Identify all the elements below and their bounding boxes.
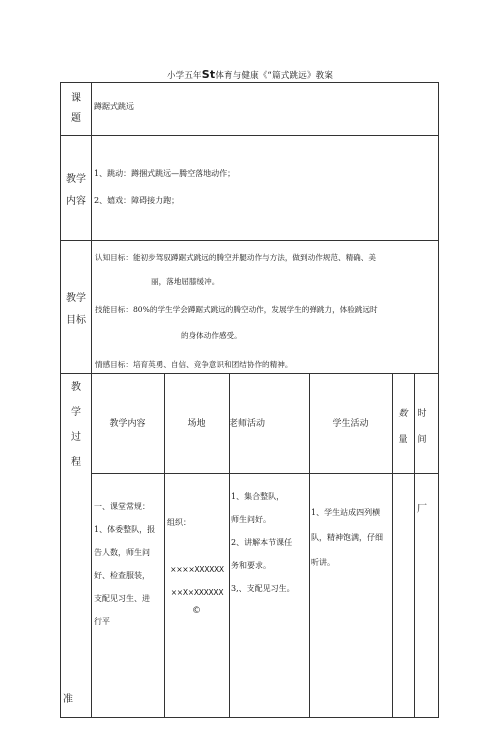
row-divider <box>61 135 438 136</box>
header-time-line2: 间 <box>417 435 427 445</box>
goals-label-line1: 教学 <box>66 293 86 304</box>
routine-line: 一、课堂常规： <box>94 502 150 511</box>
formation-line-1: ××××XXXXXX <box>170 565 224 574</box>
row-divider <box>61 240 438 241</box>
content-label-line1: 教学 <box>66 174 86 185</box>
routine-content <box>94 495 155 633</box>
student-activity <box>311 500 383 575</box>
title-grade: St <box>201 68 216 81</box>
skill-goal-cont: 的身体动作感受。 <box>181 331 242 340</box>
process-label <box>61 375 91 475</box>
header-content: 教学内容 <box>109 419 146 429</box>
student-line: 1、学生站成四列横 <box>311 508 381 517</box>
lesson-plan-table <box>60 82 439 718</box>
content-line-1: 1、跳动：蹲捆式跳远—腾空落地动作； <box>94 169 236 178</box>
process-char: 学 <box>71 407 81 418</box>
teacher-line: 3,、支配见习生。 <box>231 584 295 593</box>
emotion-goal: 情感目标：培育英勇、自信、竞争意识和团结协作的精神。 <box>95 360 293 369</box>
keti-label-line2: 题 <box>71 113 81 124</box>
goals-label-line2: 目标 <box>66 315 86 326</box>
row-divider <box>61 373 438 374</box>
process-char: 程 <box>71 457 81 468</box>
routine-line: 支配见习生、进 <box>94 594 150 603</box>
routine-line: 1、体委整队，报 <box>94 525 156 534</box>
process-char: 教 <box>71 382 81 393</box>
section-char: 准 <box>63 694 73 705</box>
teacher-line: 师生问好。 <box>231 515 271 524</box>
row-divider <box>91 473 438 474</box>
skill-goal: 技能目标：80%的学生学会蹲踞式跳远的腾空动作，发展学生的弹跳力，体验跳远时 <box>95 305 378 314</box>
cognitive-goal-cont: 丽，落地屈膝缓冲。 <box>151 277 220 286</box>
teacher-activity <box>231 485 295 600</box>
routine-line: 行平 <box>94 617 110 626</box>
keti-value: 蹲踞式跳远 <box>94 102 134 111</box>
header-student: 学生活动 <box>332 419 369 429</box>
keti-label-line1: 课 <box>71 93 81 104</box>
keti-label <box>61 89 91 129</box>
header-quantity-line1: 数 <box>398 409 408 419</box>
process-char: 过 <box>71 432 81 443</box>
teacher-line: 2、讲解本节课任 <box>231 538 293 547</box>
venue-label: 组织： <box>167 518 191 527</box>
title-prefix: 小学五年 <box>166 71 202 81</box>
content-label <box>61 169 91 213</box>
routine-line: 告人数，师生问 <box>94 548 150 557</box>
teacher-line: 务和要求。 <box>231 561 271 570</box>
document-title <box>0 68 500 81</box>
time-mark: 厂 <box>417 504 427 515</box>
header-venue: 场地 <box>187 419 206 429</box>
header-quantity-line2: 量 <box>398 435 408 445</box>
teacher-line: 1、集合整队， <box>231 492 285 501</box>
goals-label <box>61 288 91 332</box>
label-column-divider <box>91 83 92 717</box>
student-line: 队，精神饱满，仔细 <box>311 533 383 542</box>
header-time-line1: 时 <box>417 409 427 419</box>
title-suffix: 体育与健康《“篇式跳远》教案 <box>215 71 334 81</box>
formation-marker: © <box>192 606 201 616</box>
header-teacher: 老师活动 <box>229 419 266 429</box>
header-time <box>415 401 429 453</box>
content-label-line2: 内容 <box>66 196 86 207</box>
routine-line: 好、检查服装， <box>94 571 150 580</box>
cognitive-goal: 认知目标：能初步驾驭蹲踞式跳远的腾空并腿动作与方法，做到动作规范、精确、美 <box>95 253 376 262</box>
student-line: 听讲。 <box>311 558 335 567</box>
formation-line-2: ××X×XXXXXX <box>170 588 224 597</box>
content-line-2: 2、嬉戏：障碍接力跑； <box>94 196 180 205</box>
header-quantity <box>392 401 414 453</box>
